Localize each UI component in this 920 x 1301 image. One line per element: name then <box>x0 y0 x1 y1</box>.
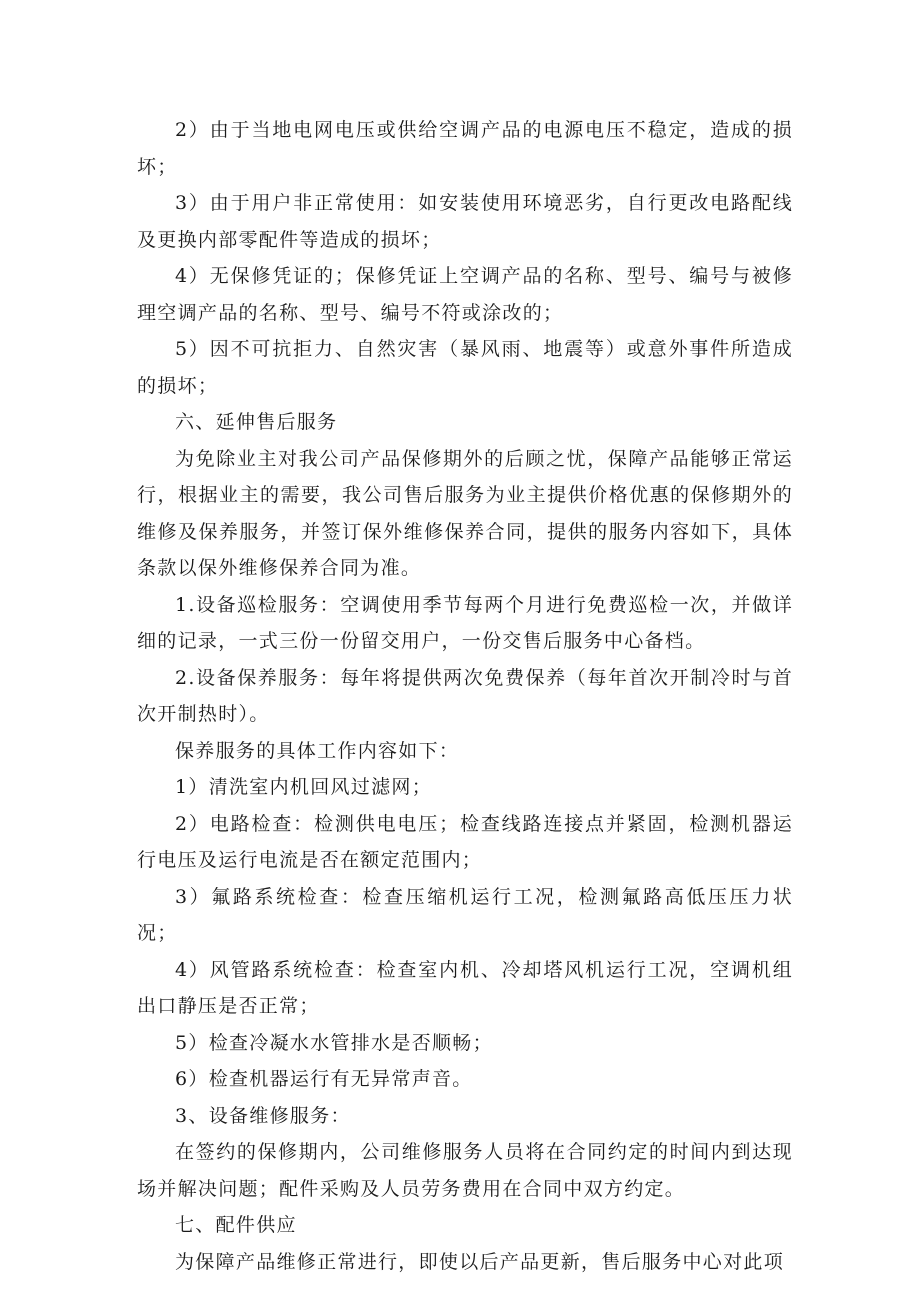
list-item-clean-filter: 1）清洗室内机回风过滤网； <box>175 776 432 798</box>
list-item-drain-check: 5）检查冷凝水水管排水是否顺畅； <box>175 1031 493 1054</box>
paragraph-extended-service-intro: 为免除业主对我公司产品保修期外的后顾之忧，保障产品能够正常运行，根据业主的需要，我公司售后服务为业主提供价格优惠的保修期外的维修及保养服务，并签订保外维修保养合同，提供的服务内容如下，具体条款以保外维修保养合同为准。 <box>137 447 793 579</box>
list-item-no-warranty-certificate: 4）无保修凭证的；保修凭证上空调产品的名称、型号、编号与被修理空调产品的名称、型号、编号不符或涂改的； <box>137 265 793 324</box>
list-item-noise-check: 6）检查机器运行有无异常声音。 <box>175 1068 473 1090</box>
paragraph-repair-service: 在签约的保修期内，公司维修服务人员将在合同约定的时间内到达现场并解决问题；配件采购及人员劳务费用在合同中双方约定。 <box>137 1141 793 1200</box>
paragraph-maintenance-service: 2.设备保养服务：每年将提供两次免费保养（每年首次开制冷时与首次开制热时）。 <box>137 666 793 725</box>
list-item-refrigerant-check: 3）氟路系统检查：检查压缩机运行工况，检测氟路高低压压力状况； <box>137 885 793 944</box>
list-item-duct-check: 4）风管路系统检查：检查室内机、冷却塔风机运行工况，空调机组出口静压是否正常； <box>137 958 793 1017</box>
list-item-unstable-voltage: 2）由于当地电网电压或供给空调产品的电源电压不稳定，造成的损坏； <box>137 119 793 178</box>
list-item-circuit-check: 2）电路检查：检测供电电压；检查线路连接点并紧固，检测机器运行电压及运行电流是否在额定范围内； <box>137 812 793 871</box>
list-item-improper-use: 3）由于用户非正常使用：如安装使用环境恶劣，自行更改电路配线及更换内部零配件等造成的损坏； <box>137 192 793 251</box>
paragraph-repair-service-title: 3、设备维修服务： <box>175 1104 351 1127</box>
paragraph-inspection-service: 1.设备巡检服务：空调使用季节每两个月进行免费巡检一次，并做详细的记录，一式三份一份留交用户，一份交售后服务中心备档。 <box>137 593 793 652</box>
document-body <box>137 112 793 1280</box>
paragraph-maintenance-content-intro: 保养服务的具体工作内容如下： <box>175 739 460 762</box>
section-heading-parts-supply: 七、配件供应 <box>175 1214 297 1236</box>
paragraph-parts-supply: 为保障产品维修正常进行，即使以后产品更新，售后服务中心对此项 <box>175 1250 785 1273</box>
list-item-force-majeure: 5）因不可抗拒力、自然灾害（暴风雨、地震等）或意外事件所造成的损坏； <box>137 338 793 397</box>
section-heading-extended-service: 六、延伸售后服务 <box>175 411 338 433</box>
